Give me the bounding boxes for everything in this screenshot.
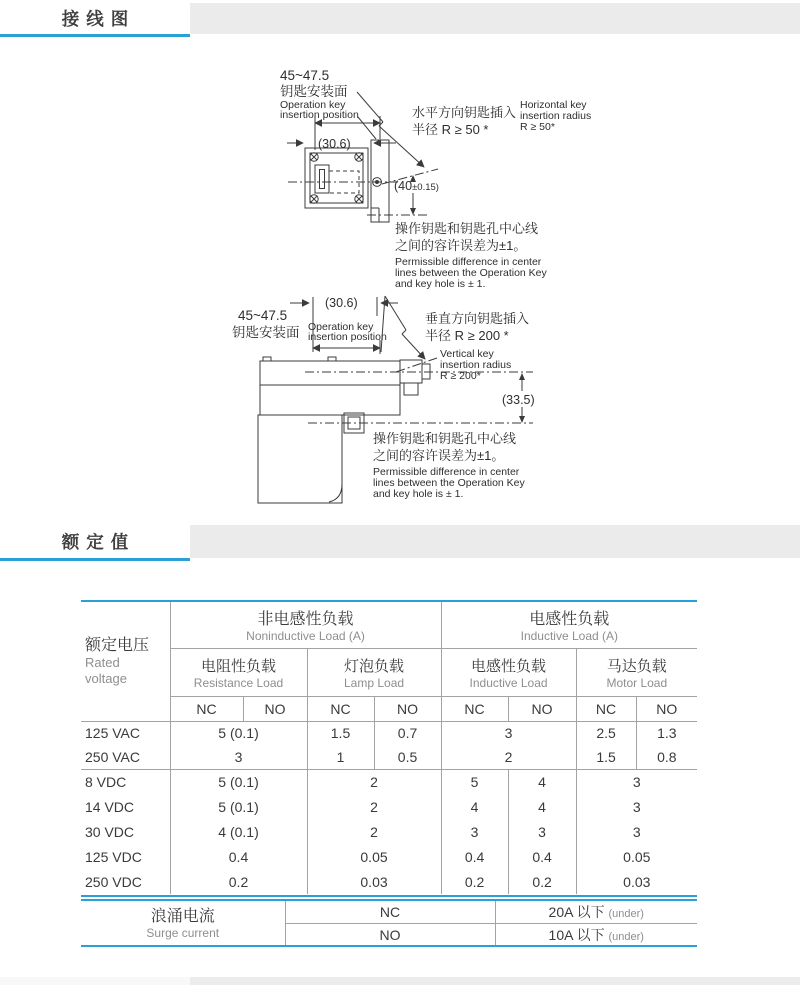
rated-voltage-en-2: voltage <box>85 670 127 686</box>
rated-voltage-cn: 额定电压 <box>85 636 150 654</box>
tolerance-note-cn-v-1: 操作钥匙和钥匙孔中心线 <box>373 431 517 446</box>
data-cell: 1.5 <box>307 721 374 745</box>
group-header-row <box>81 601 697 648</box>
data-cell: 2 <box>441 745 576 769</box>
wiring-header-gray-bar <box>190 3 800 34</box>
row-250vdc <box>81 869 697 894</box>
voltage-cell: 250 VAC <box>85 748 140 765</box>
vertical-insertion-cn-2: 半径 R ≥ 200 * <box>425 328 509 343</box>
mount-surface-label-cn-v: 钥匙安装面 <box>232 325 300 340</box>
ratings-section-title <box>0 525 190 558</box>
data-cell: 0.5 <box>374 745 441 769</box>
resistance-cn: 电阻性负载 <box>200 658 276 675</box>
op-key-label-en-v-2: insertion position <box>308 331 387 343</box>
data-cell: 2.5 <box>576 721 636 745</box>
inductive-sub-en: Inductive Load <box>469 676 548 690</box>
data-cell: 0.2 <box>441 869 508 894</box>
data-cell: 2 <box>307 819 441 844</box>
surge-value-note: (under) <box>608 931 644 943</box>
data-cell: 0.05 <box>307 844 441 869</box>
ratings-title-text: 额定值 <box>61 532 136 552</box>
next-section-strip-right <box>190 977 800 985</box>
inductive-sub-cn: 电感性负载 <box>471 658 547 675</box>
data-cell: 3 <box>441 819 508 844</box>
no-header: NO <box>243 696 307 721</box>
no-header: NO <box>508 696 576 721</box>
dim-306-label: (30.6) <box>318 137 351 151</box>
surge-label-cn: 浪涌电流 <box>150 908 215 925</box>
dim-45-475-label: 45~47.5 <box>280 68 330 83</box>
row-125vdc <box>81 844 697 869</box>
tolerance-note-cn-2: 之间的容许误差为±1。 <box>395 238 527 253</box>
voltage-cell: 125 VDC <box>85 848 142 865</box>
data-cell: 4 (0.1) <box>170 819 307 844</box>
data-cell: 3 <box>170 745 307 769</box>
row-250vac <box>81 745 697 769</box>
data-cell: 1.3 <box>636 721 697 745</box>
ratings-header-gray-bar <box>190 525 800 558</box>
data-cell: 4 <box>441 794 508 819</box>
ncno-header-row <box>81 696 697 721</box>
nc-header: NC <box>576 696 636 721</box>
op-key-label-en-1: Operation key <box>280 99 346 111</box>
op-key-label-en-2: insertion position <box>280 109 359 121</box>
motor-cn: 马达负载 <box>606 658 667 675</box>
voltage-cell: 125 VAC <box>81 721 170 745</box>
lamp-en: Lamp Load <box>344 676 405 690</box>
data-cell: 2 <box>307 769 441 794</box>
wiring-header-underline <box>0 34 190 37</box>
data-cell: 0.05 <box>576 844 697 869</box>
data-cell: 0.2 <box>508 869 576 894</box>
vertical-insertion-en-3: R ≥ 200* <box>440 370 481 382</box>
voltage-cell: 8 VDC <box>81 769 170 794</box>
data-cell: 3 <box>576 819 697 844</box>
row-8vdc <box>81 769 697 794</box>
row-14vdc <box>81 794 697 819</box>
wiring-title-text: 接线图 <box>61 9 136 29</box>
data-cell: 0.03 <box>307 869 441 894</box>
horizontal-insertion-cn-1: 水平方向钥匙插入 <box>412 105 517 120</box>
resistance-en: Resistance Load <box>193 676 284 690</box>
data-cell: 0.03 <box>576 869 697 894</box>
resistance-load-header <box>170 648 307 696</box>
mount-surface-label-cn: 钥匙安装面 <box>280 84 348 99</box>
data-cell: 5 (0.1) <box>170 794 307 819</box>
data-cell: 0.4 <box>441 844 508 869</box>
tolerance-note-en-1: Permissible difference in center <box>395 256 542 268</box>
diagram-horizontal-key-insertion <box>230 60 700 292</box>
data-cell: 5 <box>441 769 508 794</box>
table-bottom-rule <box>81 945 697 947</box>
lamp-load-header <box>307 648 441 696</box>
nc-header: NC <box>307 696 374 721</box>
no-header: NO <box>636 696 697 721</box>
row-125vac <box>81 721 697 745</box>
inductive-cn: 电感性负载 <box>529 611 610 629</box>
screw-icon <box>310 153 363 203</box>
noninductive-cn: 非电感性负载 <box>257 611 354 629</box>
vertical-insertion-en-1: Vertical key <box>440 348 494 360</box>
data-cell: 3 <box>576 794 697 819</box>
data-cell: 2 <box>307 794 441 819</box>
horizontal-insertion-en-1: Horizontal key <box>520 99 587 111</box>
surge-value-note: (under) <box>608 908 644 920</box>
surge-row-nc <box>81 901 697 924</box>
inductive-load-header <box>441 648 576 696</box>
data-cell: 1.5 <box>576 745 636 769</box>
tolerance-note-en-v-3: and key hole is ± 1. <box>373 488 464 500</box>
dim-45-475-label-v: 45~47.5 <box>238 308 288 323</box>
vertical-insertion-cn-1: 垂直方向钥匙插入 <box>425 311 530 326</box>
tolerance-note-en-2: lines between the Operation Key <box>395 267 547 279</box>
surge-current-table <box>81 901 697 946</box>
data-cell: 0.4 <box>508 844 576 869</box>
motor-load-header <box>576 648 697 696</box>
rated-voltage-header <box>81 601 170 721</box>
horizontal-insertion-cn-2: 半径 R ≥ 50 * <box>412 122 489 137</box>
data-cell: 0.8 <box>636 745 697 769</box>
data-cell: 0.4 <box>170 844 307 869</box>
diagram-vertical-key-insertion <box>230 290 700 512</box>
voltage-cell: 30 VDC <box>85 823 135 840</box>
voltage-cell: 250 VDC <box>85 873 142 890</box>
dim-306-label-v: (30.6) <box>325 296 358 310</box>
data-cell: 0.7 <box>374 721 441 745</box>
switch-body-top-view <box>288 140 398 222</box>
data-cell: 3 <box>576 769 697 794</box>
data-cell: 3 <box>441 721 576 745</box>
op-key-label-en-v-1: Operation key <box>308 321 374 333</box>
data-cell: 1 <box>307 745 374 769</box>
vertical-insertion-en-2: insertion radius <box>440 359 512 371</box>
next-section-strip-left <box>0 977 190 985</box>
surge-value-nc <box>495 901 697 924</box>
tolerance-note-cn-1: 操作钥匙和钥匙孔中心线 <box>395 221 539 236</box>
lamp-cn: 灯泡负载 <box>344 658 405 675</box>
horizontal-insertion-en-3: R ≥ 50* <box>520 121 555 133</box>
surge-contact-nc: NC <box>285 901 495 924</box>
surge-current-label <box>81 901 285 946</box>
nc-header: NC <box>441 696 508 721</box>
ratings-table <box>81 600 697 894</box>
no-header: NO <box>374 696 441 721</box>
surge-value-no <box>495 924 697 947</box>
tolerance-note-en-v-1: Permissible difference in center <box>373 466 520 478</box>
nc-header: NC <box>170 696 243 721</box>
surge-label-en: Surge current <box>146 926 220 940</box>
wiring-section-title <box>0 3 190 34</box>
horizontal-insertion-en-2: insertion radius <box>520 110 592 122</box>
tolerance-note-cn-v-2: 之间的容许误差为±1。 <box>373 448 505 463</box>
rated-voltage-en-1: Rated <box>85 654 120 670</box>
noninductive-en: Noninductive Load (A) <box>246 629 365 644</box>
data-cell: 5 (0.1) <box>170 721 307 745</box>
surge-value-main: 20A 以下 <box>548 904 605 920</box>
row-30vdc <box>81 819 697 844</box>
surge-contact-no: NO <box>285 924 495 947</box>
inductive-group-header <box>441 601 697 648</box>
data-cell: 4 <box>508 794 576 819</box>
motor-en: Motor Load <box>606 676 668 690</box>
voltage-cell: 14 VDC <box>85 798 135 815</box>
ratings-header-underline <box>0 558 190 561</box>
data-cell: 0.2 <box>170 869 307 894</box>
data-cell: 3 <box>508 819 576 844</box>
data-cell: 5 (0.1) <box>170 769 307 794</box>
dim-335-label: (33.5) <box>502 393 535 407</box>
tolerance-note-en-v-2: lines between the Operation Key <box>373 477 525 489</box>
inductive-en: Inductive Load (A) <box>520 629 618 644</box>
tolerance-note-en-3: and key hole is ± 1. <box>395 278 486 290</box>
subgroup-header-row <box>81 648 697 696</box>
data-cell: 4 <box>508 769 576 794</box>
surge-value-main: 10A 以下 <box>548 927 605 943</box>
dim-40-label: (40±0.15) <box>394 179 439 193</box>
noninductive-group-header <box>170 601 441 648</box>
